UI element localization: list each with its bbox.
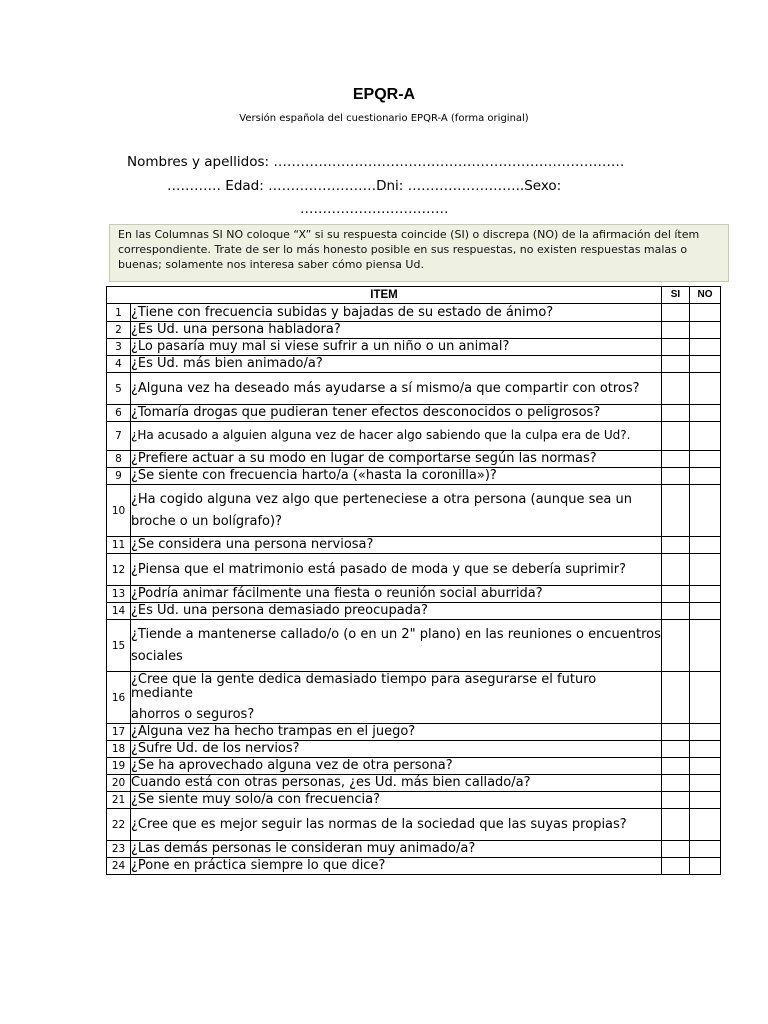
si-answer-cell[interactable] bbox=[662, 537, 690, 554]
si-answer-cell[interactable] bbox=[662, 485, 690, 537]
item-question bbox=[131, 586, 662, 603]
no-answer-cell[interactable] bbox=[690, 741, 721, 758]
no-answer-cell[interactable] bbox=[690, 775, 721, 792]
item-number: 9 bbox=[107, 468, 131, 485]
table-row bbox=[107, 537, 721, 554]
item-number: 11 bbox=[107, 537, 131, 554]
table-row bbox=[107, 809, 721, 841]
no-answer-cell[interactable] bbox=[690, 603, 721, 620]
item-question-text: ¿Tiene con frecuencia subidas y bajadas de su estado de ánimo? bbox=[131, 304, 554, 320]
item-number: 10 bbox=[107, 485, 131, 537]
item-number: 7 bbox=[107, 422, 131, 451]
item-question-text: ¿Podría animar fácilmente una fiesta o reunión social aburrida? bbox=[131, 586, 543, 602]
table-row bbox=[107, 485, 721, 537]
table-row bbox=[107, 451, 721, 468]
no-answer-cell[interactable] bbox=[690, 537, 721, 554]
item-question bbox=[131, 537, 662, 554]
item-number: 18 bbox=[107, 741, 131, 758]
si-answer-cell[interactable] bbox=[662, 724, 690, 741]
si-answer-cell[interactable] bbox=[662, 809, 690, 841]
no-answer-cell[interactable] bbox=[690, 451, 721, 468]
table-row bbox=[107, 373, 721, 405]
item-number: 16 bbox=[107, 672, 131, 724]
item-question-text: ¿Prefiere actuar a su modo en lugar de comportarse según las normas? bbox=[131, 451, 597, 467]
item-question-text: ¿Ha cogido alguna vez algo que perteneciese a otra persona (aunque sea un bbox=[131, 492, 632, 507]
table-row bbox=[107, 775, 721, 792]
no-answer-cell[interactable] bbox=[690, 356, 721, 373]
item-number: 20 bbox=[107, 775, 131, 792]
si-answer-cell[interactable] bbox=[662, 792, 690, 809]
item-question bbox=[131, 339, 662, 356]
item-question-text: ¿Tiende a mantenerse callado/o (o en un 2" plano) en las reuniones o encuentros bbox=[131, 627, 661, 642]
no-answer-cell[interactable] bbox=[690, 322, 721, 339]
table-row bbox=[107, 620, 721, 672]
item-number: 4 bbox=[107, 356, 131, 373]
item-question-text: ¿Se ha aprovechado alguna vez de otra persona? bbox=[131, 758, 453, 774]
no-column-header: NO bbox=[690, 287, 721, 304]
page-subtitle: Versión española del cuestionario EPQR-A (forma original) bbox=[239, 113, 529, 124]
item-question-text: ¿Cree que la gente dedica demasiado tiempo para asegurarse el futuro mediante bbox=[131, 672, 597, 701]
si-answer-cell[interactable] bbox=[662, 586, 690, 603]
item-question-text: ¿Cree que es mejor seguir las normas de la sociedad que las suyas propias? bbox=[131, 816, 627, 832]
item-question bbox=[131, 741, 662, 758]
no-answer-cell[interactable] bbox=[690, 339, 721, 356]
si-answer-cell[interactable] bbox=[662, 554, 690, 586]
no-answer-cell[interactable] bbox=[690, 405, 721, 422]
no-answer-cell[interactable] bbox=[690, 485, 721, 537]
item-question bbox=[131, 758, 662, 775]
item-question-text: ¿Es Ud. una persona habladora? bbox=[131, 322, 341, 338]
table-row bbox=[107, 468, 721, 485]
item-question-text: ¿Las demás personas le consideran muy animado/a? bbox=[131, 841, 476, 857]
si-answer-cell[interactable] bbox=[662, 322, 690, 339]
item-question-text: ¿Se considera una persona nerviosa? bbox=[131, 537, 374, 553]
item-question bbox=[131, 451, 662, 468]
no-answer-cell[interactable] bbox=[690, 422, 721, 451]
table-row bbox=[107, 724, 721, 741]
no-answer-cell[interactable] bbox=[690, 841, 721, 858]
item-question bbox=[131, 304, 662, 322]
table-row bbox=[107, 841, 721, 858]
item-question bbox=[131, 841, 662, 858]
item-number: 12 bbox=[107, 554, 131, 586]
item-question bbox=[131, 554, 662, 586]
instructions-box: En las Columnas SI NO coloque “X” si su respuesta coincide (SI) o discrepa (NO) de la afirmación del ítem correspondiente. Trate de ser lo más honesto posible en sus respuestas, no existen respuestas malas o buenas; solamente nos interesa saber cómo piensa Ud. bbox=[109, 224, 729, 282]
item-question bbox=[131, 724, 662, 741]
si-answer-cell[interactable] bbox=[662, 405, 690, 422]
table-row bbox=[107, 322, 721, 339]
item-number: 19 bbox=[107, 758, 131, 775]
item-question-text: ¿Es Ud. más bien animado/a? bbox=[131, 356, 323, 372]
si-answer-cell[interactable] bbox=[662, 339, 690, 356]
no-answer-cell[interactable] bbox=[690, 620, 721, 672]
item-question bbox=[131, 672, 662, 724]
item-number: 13 bbox=[107, 586, 131, 603]
item-question bbox=[131, 373, 662, 405]
no-answer-cell[interactable] bbox=[690, 758, 721, 775]
item-question-text: ¿Se siente con frecuencia harto/a («hasta la coronilla»)? bbox=[131, 468, 497, 484]
table-row bbox=[107, 304, 721, 322]
item-question-text-continued: sociales bbox=[131, 648, 183, 664]
item-question bbox=[131, 858, 662, 875]
item-number: 2 bbox=[107, 322, 131, 339]
si-column-header: SI bbox=[662, 287, 690, 304]
item-question bbox=[131, 322, 662, 339]
table-row bbox=[107, 858, 721, 875]
item-number: 22 bbox=[107, 809, 131, 841]
si-answer-cell[interactable] bbox=[662, 603, 690, 620]
item-number: 14 bbox=[107, 603, 131, 620]
si-answer-cell[interactable] bbox=[662, 741, 690, 758]
no-answer-cell[interactable] bbox=[690, 724, 721, 741]
item-number: 17 bbox=[107, 724, 131, 741]
item-question-text: Cuando está con otras personas, ¿es Ud. más bien callado/a? bbox=[131, 775, 531, 791]
item-number: 24 bbox=[107, 858, 131, 875]
item-question-text-continued: ahorros o seguros? bbox=[131, 707, 255, 723]
item-question-text: ¿Se siente muy solo/a con frecuencia? bbox=[131, 792, 380, 808]
item-question-text: ¿Ha acusado a alguien alguna vez de hacer algo sabiendo que la culpa era de Ud?. bbox=[131, 428, 631, 443]
no-answer-cell[interactable] bbox=[690, 468, 721, 485]
item-question-text: ¿Es Ud. una persona demasiado preocupada? bbox=[131, 603, 428, 619]
si-answer-cell[interactable] bbox=[662, 858, 690, 875]
name-field-line: Nombres y apellidos: …………………………………………………………………… bbox=[127, 154, 625, 170]
item-column-header: ITEM bbox=[107, 287, 662, 304]
si-answer-cell[interactable] bbox=[662, 758, 690, 775]
table-row bbox=[107, 554, 721, 586]
table-row bbox=[107, 422, 721, 451]
no-answer-cell[interactable] bbox=[690, 554, 721, 586]
table-header-row bbox=[107, 287, 721, 304]
no-answer-cell[interactable] bbox=[690, 792, 721, 809]
item-number: 15 bbox=[107, 620, 131, 672]
si-answer-cell[interactable] bbox=[662, 620, 690, 672]
item-question bbox=[131, 775, 662, 792]
item-question bbox=[131, 485, 662, 537]
item-question bbox=[131, 792, 662, 809]
item-question-text: ¿Sufre Ud. de los nervios? bbox=[131, 741, 300, 757]
si-answer-cell[interactable] bbox=[662, 422, 690, 451]
si-answer-cell[interactable] bbox=[662, 841, 690, 858]
no-answer-cell[interactable] bbox=[690, 672, 721, 724]
si-answer-cell[interactable] bbox=[662, 468, 690, 485]
item-question bbox=[131, 809, 662, 841]
item-question-text: ¿Piensa que el matrimonio está pasado de moda y que se debería suprimir? bbox=[131, 561, 627, 577]
si-answer-cell[interactable] bbox=[662, 775, 690, 792]
item-number: 21 bbox=[107, 792, 131, 809]
table-row bbox=[107, 792, 721, 809]
si-answer-cell[interactable] bbox=[662, 356, 690, 373]
si-answer-cell[interactable] bbox=[662, 451, 690, 468]
si-answer-cell[interactable] bbox=[662, 672, 690, 724]
table-row bbox=[107, 339, 721, 356]
no-answer-cell[interactable] bbox=[690, 373, 721, 405]
item-question-text: ¿Alguna vez ha deseado más ayudarse a sí mismo/a que compartir con otros? bbox=[131, 380, 640, 396]
questionnaire-table bbox=[106, 286, 721, 875]
item-question bbox=[131, 468, 662, 485]
item-question-text-continued: broche o un bolígrafo)? bbox=[131, 513, 282, 529]
si-answer-cell[interactable] bbox=[662, 304, 690, 322]
si-answer-cell[interactable] bbox=[662, 373, 690, 405]
table-row bbox=[107, 758, 721, 775]
item-question bbox=[131, 405, 662, 422]
item-question-text: ¿Alguna vez ha hecho trampas en el juego? bbox=[131, 724, 416, 740]
table-row bbox=[107, 741, 721, 758]
page-title: EPQR-A bbox=[352, 86, 416, 103]
item-number: 1 bbox=[107, 304, 131, 322]
item-question bbox=[131, 356, 662, 373]
table-row bbox=[107, 603, 721, 620]
age-dni-sex-field-line: ………… Edad: ……………………Dni: ……………………..Sexo: bbox=[167, 178, 562, 194]
item-number: 5 bbox=[107, 373, 131, 405]
table-row bbox=[107, 356, 721, 373]
sex-field-continuation: …………………………… bbox=[300, 201, 449, 217]
item-number: 23 bbox=[107, 841, 131, 858]
item-question bbox=[131, 422, 662, 451]
no-answer-cell[interactable] bbox=[690, 809, 721, 841]
item-question-text: ¿Tomaría drogas que pudieran tener efectos desconocidos o peligrosos? bbox=[131, 405, 601, 421]
item-question bbox=[131, 603, 662, 620]
no-answer-cell[interactable] bbox=[690, 586, 721, 603]
item-number: 3 bbox=[107, 339, 131, 356]
item-question-text: ¿Pone en práctica siempre lo que dice? bbox=[131, 858, 386, 874]
no-answer-cell[interactable] bbox=[690, 304, 721, 322]
table-row bbox=[107, 672, 721, 724]
item-number: 6 bbox=[107, 405, 131, 422]
item-question bbox=[131, 620, 662, 672]
table-row bbox=[107, 405, 721, 422]
table-row bbox=[107, 586, 721, 603]
no-answer-cell[interactable] bbox=[690, 858, 721, 875]
item-question-text: ¿Lo pasaría muy mal si viese sufrir a un niño o un animal? bbox=[131, 339, 510, 355]
item-number: 8 bbox=[107, 451, 131, 468]
